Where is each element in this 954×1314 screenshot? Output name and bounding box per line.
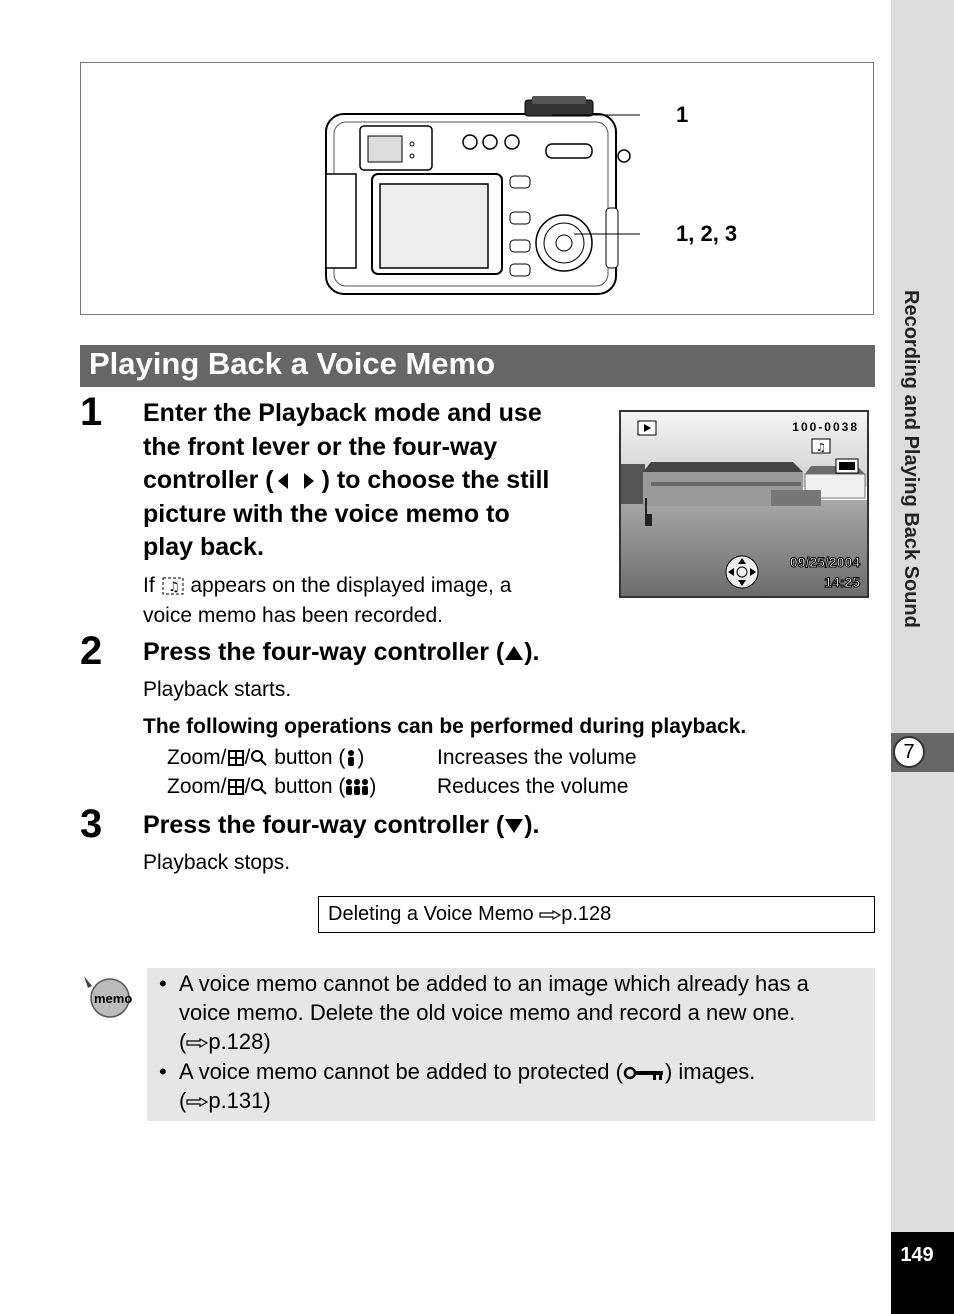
memo-bullet: •	[159, 971, 167, 996]
operation-effect: Increases the volume	[437, 746, 637, 769]
playback-mode-icon	[637, 420, 657, 436]
reference-box: Deleting a Voice Memo p.128	[318, 896, 875, 933]
step-1-heading-line: controller ( ) to choose the still	[143, 466, 550, 494]
operations-heading: The following operations can be performed during playback.	[143, 715, 747, 738]
step-1-heading-line: the front lever or the four-way	[143, 432, 498, 461]
step-1-heading	[143, 397, 603, 565]
left-right-arrows-icon	[274, 471, 322, 491]
chapter-number: 7	[893, 736, 925, 768]
memo-item-2: A voice memo cannot be added to protected ( ) images. ( p.131)	[179, 1059, 756, 1113]
protect-key-icon	[623, 1066, 665, 1080]
thumbnail-grid-icon	[227, 749, 245, 767]
chapter-title: Recording and Playing Back Sound	[900, 290, 922, 628]
svg-text:♫: ♫	[816, 441, 826, 454]
up-arrow-icon	[504, 644, 524, 662]
step-2-result: Playback starts.	[143, 678, 292, 701]
lcd-date: 09/25/2004	[789, 554, 860, 570]
zoom-magnifier-icon	[250, 778, 268, 796]
lcd-preview	[619, 410, 869, 598]
zoom-magnifier-icon	[250, 749, 268, 767]
pointing-hand-icon	[539, 908, 561, 922]
camera-back-illustration	[320, 96, 640, 298]
reference-link[interactable]: p.128	[561, 903, 612, 925]
lcd-time: 14:25	[824, 574, 860, 590]
battery-icon	[835, 458, 859, 474]
step-1-heading-line: play back.	[143, 533, 264, 561]
step-1-note: If ♫ appears on the displayed image, a voice memo has been recorded.	[143, 574, 512, 627]
four-way-controller-icon	[724, 554, 760, 590]
step-1-heading-line: picture with the voice memo to	[143, 499, 510, 528]
memo-bullet: •	[159, 1059, 167, 1084]
callout-1-2-3: 1, 2, 3	[676, 221, 738, 246]
memo-reference-link[interactable]: p.131)	[208, 1088, 271, 1113]
step-3-number: 3	[80, 802, 103, 846]
section-title: Playing Back a Voice Memo	[89, 346, 496, 381]
memo-icon	[80, 974, 132, 1018]
step-2-number: 2	[80, 629, 103, 673]
down-arrow-icon	[504, 817, 524, 835]
operation-row: Zoom/ / button ( ) Reduces the volume	[167, 772, 376, 802]
memo-item-1: A voice memo cannot be added to an image which already has a voice memo. Delete the old voice memo and record a new one. ( p.128)	[179, 971, 809, 1054]
step-1-number: 1	[80, 390, 103, 434]
operation-row: Zoom/ / button ( ) Increases the volume	[167, 743, 364, 773]
group-people-icon	[345, 778, 369, 796]
operation-effect: Reduces the volume	[437, 775, 629, 798]
pointing-hand-icon	[186, 1036, 208, 1050]
step-3-heading: Press the four-way controller ( ).	[143, 811, 540, 839]
memo-box	[147, 968, 875, 1121]
lcd-file-number: 100-0038	[792, 420, 859, 434]
voice-memo-icon	[161, 576, 185, 596]
step-3-result: Playback stops.	[143, 851, 291, 874]
pointing-hand-icon	[186, 1095, 208, 1109]
chapter-side-tab	[891, 0, 954, 1314]
step-2-heading: Press the four-way controller ( ).	[143, 638, 540, 666]
thumbnail-grid-icon	[227, 778, 245, 796]
callout-1: 1	[676, 102, 689, 127]
lcd-voice-memo-icon	[811, 438, 831, 454]
svg-text:♫: ♫	[167, 580, 180, 596]
page-number: 149	[900, 1244, 934, 1266]
memo-reference-link[interactable]: p.128)	[208, 1029, 271, 1054]
single-person-icon	[345, 749, 357, 767]
step-1-heading-line: Enter the Playback mode and use	[143, 399, 542, 427]
svg-text:memo: memo	[94, 991, 132, 1006]
